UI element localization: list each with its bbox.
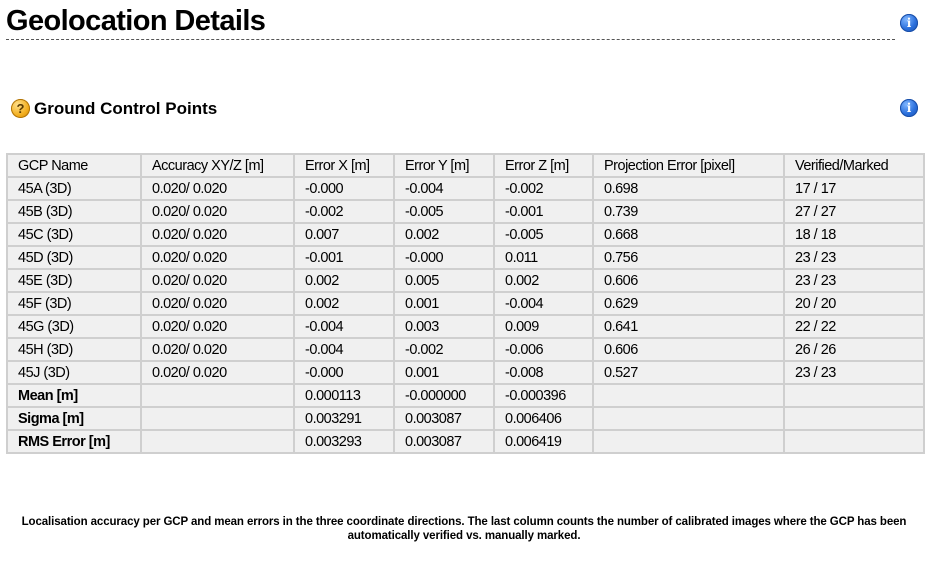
table-cell: 0.668 (593, 223, 784, 246)
table-cell: 0.003291 (294, 407, 394, 430)
table-cell: 0.606 (593, 338, 784, 361)
title-divider (6, 39, 895, 40)
table-cell: 0.629 (593, 292, 784, 315)
column-header: Accuracy XY/Z [m] (141, 154, 294, 177)
table-row (7, 269, 924, 292)
table-row (7, 223, 924, 246)
table-row (7, 177, 924, 200)
table-cell: 23 / 23 (784, 246, 924, 269)
table-cell: -0.000 (294, 361, 394, 384)
row-label-cell: Sigma [m] (7, 407, 141, 430)
table-cell: 0.003087 (394, 430, 494, 453)
column-header: Projection Error [pixel] (593, 154, 784, 177)
row-label-cell: 45C (3D) (7, 223, 141, 246)
table-cell (141, 407, 294, 430)
table-cell: 0.005 (394, 269, 494, 292)
table-cell: -0.001 (494, 200, 593, 223)
table-cell: -0.005 (494, 223, 593, 246)
table-row (7, 200, 924, 223)
table-cell: 17 / 17 (784, 177, 924, 200)
table-cell: 0.003 (394, 315, 494, 338)
table-row (7, 246, 924, 269)
row-label-cell: 45J (3D) (7, 361, 141, 384)
table-cell: -0.002 (394, 338, 494, 361)
table-cell: 23 / 23 (784, 269, 924, 292)
table-cell: -0.002 (294, 200, 394, 223)
table-cell: 0.007 (294, 223, 394, 246)
table-cell: 0.001 (394, 292, 494, 315)
table-cell: 0.739 (593, 200, 784, 223)
table-cell: -0.006 (494, 338, 593, 361)
table-cell: 0.020/ 0.020 (141, 315, 294, 338)
table-caption: Localisation accuracy per GCP and mean errors in the three coordinate directions. The last column counts the number of calibrated images where the GCP has been automatically verified vs. manually marked. (21, 516, 907, 542)
table-cell: 0.009 (494, 315, 593, 338)
page-title: Geolocation Details (6, 5, 266, 37)
table-cell: -0.004 (294, 315, 394, 338)
section-title: Ground Control Points (34, 99, 218, 118)
table-cell: -0.000 (294, 177, 394, 200)
table-cell (784, 384, 924, 407)
table-row (7, 361, 924, 384)
table-cell (141, 384, 294, 407)
table-cell: 0.002 (494, 269, 593, 292)
row-label-cell: 45D (3D) (7, 246, 141, 269)
summary-row (7, 407, 924, 430)
table-cell: 0.020/ 0.020 (141, 338, 294, 361)
table-cell (141, 430, 294, 453)
table-cell: 23 / 23 (784, 361, 924, 384)
column-header: Error Y [m] (394, 154, 494, 177)
table-cell: -0.001 (294, 246, 394, 269)
table-cell: 0.003087 (394, 407, 494, 430)
table-cell: 22 / 22 (784, 315, 924, 338)
table-cell: 0.698 (593, 177, 784, 200)
table-cell: 26 / 26 (784, 338, 924, 361)
table-cell: 0.020/ 0.020 (141, 269, 294, 292)
table-cell: -0.004 (494, 292, 593, 315)
table-cell: -0.000 (394, 246, 494, 269)
table-cell: 0.020/ 0.020 (141, 361, 294, 384)
table-cell: 0.003293 (294, 430, 394, 453)
table-row (7, 338, 924, 361)
table-cell: -0.004 (394, 177, 494, 200)
table-cell: 20 / 20 (784, 292, 924, 315)
table-cell: 0.756 (593, 246, 784, 269)
row-label-cell: Mean [m] (7, 384, 141, 407)
summary-row (7, 384, 924, 407)
info-icon[interactable]: i (900, 14, 918, 32)
table-cell (784, 430, 924, 453)
row-label-cell: 45B (3D) (7, 200, 141, 223)
table-cell (784, 407, 924, 430)
row-label-cell: 45E (3D) (7, 269, 141, 292)
table-cell: 0.006419 (494, 430, 593, 453)
row-label-cell: 45A (3D) (7, 177, 141, 200)
table-cell: 0.002 (394, 223, 494, 246)
table-cell: 27 / 27 (784, 200, 924, 223)
table-cell: 0.606 (593, 269, 784, 292)
row-label-cell: RMS Error [m] (7, 430, 141, 453)
table-cell: 0.011 (494, 246, 593, 269)
table-cell: 0.002 (294, 292, 394, 315)
table-cell: -0.005 (394, 200, 494, 223)
table-cell (593, 407, 784, 430)
gcp-table (6, 153, 925, 454)
table-cell: 0.002 (294, 269, 394, 292)
column-header: Verified/Marked (784, 154, 924, 177)
table-cell: 0.641 (593, 315, 784, 338)
column-header: GCP Name (7, 154, 141, 177)
table-cell: -0.000000 (394, 384, 494, 407)
table-cell: 0.001 (394, 361, 494, 384)
table-cell: 0.006406 (494, 407, 593, 430)
table-cell: -0.004 (294, 338, 394, 361)
section-info-icon[interactable]: i (900, 99, 918, 117)
table-cell: 0.020/ 0.020 (141, 292, 294, 315)
table-cell (593, 430, 784, 453)
table-cell: -0.000396 (494, 384, 593, 407)
table-cell: 0.020/ 0.020 (141, 200, 294, 223)
row-label-cell: 45F (3D) (7, 292, 141, 315)
table-cell: 0.020/ 0.020 (141, 223, 294, 246)
table-cell: -0.002 (494, 177, 593, 200)
table-cell: 0.000113 (294, 384, 394, 407)
table-cell: 0.020/ 0.020 (141, 246, 294, 269)
column-header: Error Z [m] (494, 154, 593, 177)
table-cell: -0.008 (494, 361, 593, 384)
table-header-row (7, 154, 924, 177)
help-icon[interactable]: ? (11, 99, 30, 118)
table-cell: 0.020/ 0.020 (141, 177, 294, 200)
row-label-cell: 45H (3D) (7, 338, 141, 361)
table-row (7, 292, 924, 315)
row-label-cell: 45G (3D) (7, 315, 141, 338)
table-cell: 0.527 (593, 361, 784, 384)
table-cell: 18 / 18 (784, 223, 924, 246)
table-row (7, 315, 924, 338)
summary-row (7, 430, 924, 453)
table-cell (593, 384, 784, 407)
column-header: Error X [m] (294, 154, 394, 177)
